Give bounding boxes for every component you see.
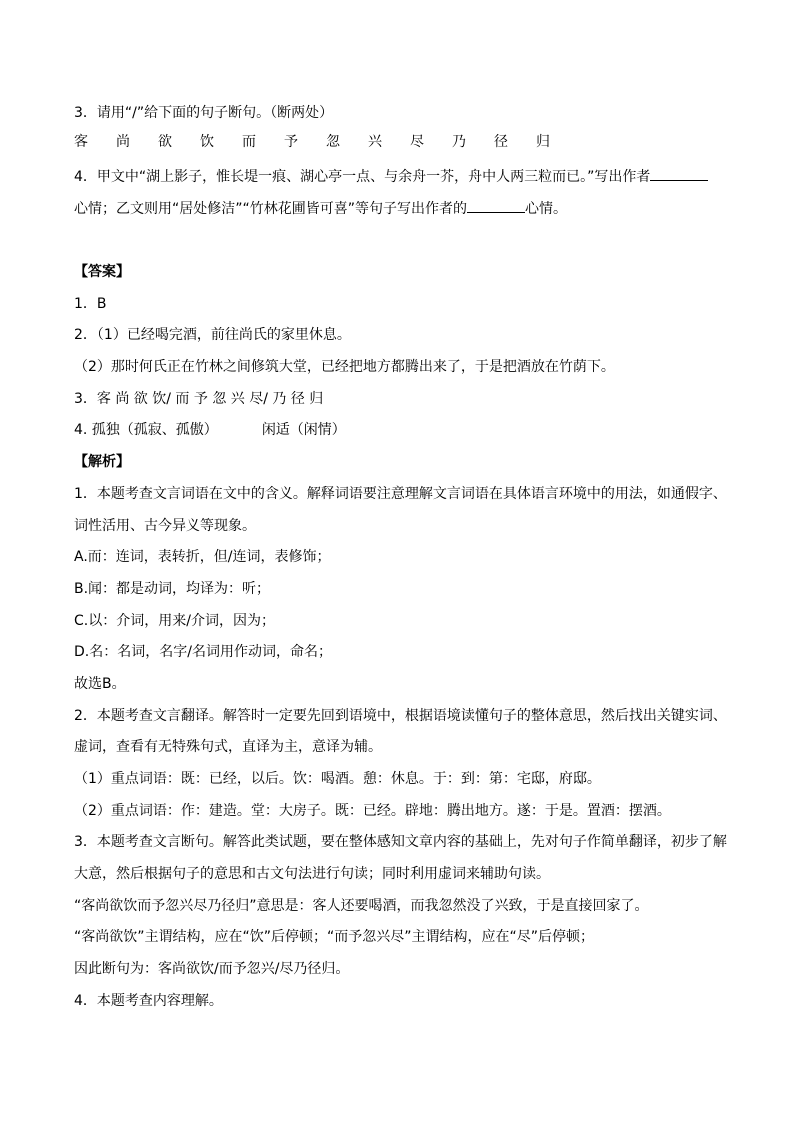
analysis-4: 4．本题考查内容理解。 <box>74 993 223 1009</box>
sentence-char: 予 <box>284 134 298 150</box>
sentence-char: 尽 <box>410 134 424 150</box>
analysis-3-line5: 因此断句为：客尚欲饮/而予忽兴/尽乃径归。 <box>74 961 350 977</box>
analysis-heading: 【解析】 <box>74 454 130 470</box>
answer-heading: 【答案】 <box>74 264 130 280</box>
sentence-char: 尚 <box>116 134 130 150</box>
sentence-char: 乃 <box>452 134 466 150</box>
analysis-1-line2: 词性活用、古今异义等现象。 <box>74 518 256 534</box>
analysis-option-a: A.而：连词，表转折，但/连词，表修饰； <box>74 549 331 565</box>
analysis-3-line2: 大意，然后根据句子的意思和古文句法进行句读；同时利用虚词来辅助句读。 <box>74 866 550 882</box>
sentence-char: 欲 <box>158 134 172 150</box>
answer-2-part2: （2）那时何氏正在竹林之间修筑大堂，已经把地方都腾出来了，于是把酒放在竹荫下。 <box>74 359 615 375</box>
analysis-2-line1: 2．本题考查文言翻译。解答时一定要先回到语境中，根据语境读懂句子的整体意思，然后找出关键实词、 <box>74 708 727 724</box>
answer-4-left: 4. 孤独（孤寂、孤傲） <box>74 422 218 438</box>
answer-4-right: 闲适（闲情） <box>261 422 346 438</box>
analysis-option-d: D.名：名词，名字/名词用作动词，命名； <box>74 644 332 660</box>
sentence-char: 饮 <box>200 134 214 150</box>
answer-blank <box>650 166 708 181</box>
analysis-choose: 故选B。 <box>74 676 126 692</box>
question-3-prompt: 3．请用“/”给下面的句子断句。（断两处） <box>74 105 334 121</box>
answer-3: 3．客 尚 欲 饮/ 而 予 忽 兴 尽/ 乃 径 归 <box>74 391 324 407</box>
answer-1: 1．B <box>74 296 107 312</box>
question-4-text: 心情；乙文则用“居处修洁”“竹林花圃皆可喜”等句子写出作者的 <box>74 201 468 217</box>
question-4-text: 心情。 <box>525 201 568 217</box>
sentence-char: 兴 <box>368 134 382 150</box>
analysis-1-line1: 1．本题考查文言词语在文中的含义。解释词语要注意理解文言词语在具体语言环境中的用法，如通假字、 <box>74 486 727 502</box>
sentence-char: 径 <box>494 134 508 150</box>
analysis-3-line1: 3．本题考查文言断句。解答此类试题，要在整体感知文章内容的基础上，先对句子作简单翻译，初步了解 <box>74 834 727 850</box>
answer-2: 2．（1）已经喝完酒，前往尚氏的家里休息。 <box>74 327 351 343</box>
analysis-3-line4: “客尚欲饮”主谓结构，应在“饮”后停顿；“而予忽兴尽”主谓结构，应在“尽”后停顿； <box>74 929 595 945</box>
question-4-text: 4．甲文中“湖上影子，惟长堤一痕、湖心亭一点、与余舟一芥，舟中人两三粒而已。”写出作者 <box>74 169 651 185</box>
sentence-char: 忽 <box>326 134 340 150</box>
analysis-option-c: C.以：介词，用来/介词，因为； <box>74 613 275 629</box>
answer-blank <box>467 198 525 213</box>
analysis-option-b: B.闻：都是动词，均译为：听； <box>74 581 271 597</box>
sentence-char: 客 <box>74 134 88 150</box>
question-4-line1 <box>74 166 734 187</box>
analysis-2-line2: 虚词，查看有无特殊句式，直译为主，意译为辅。 <box>74 739 382 755</box>
analysis-2-keywords-1: （1）重点词语：既：已经，以后。饮：喝酒。憩：休息。于：到：第：宅邸，府邸。 <box>74 771 601 787</box>
analysis-2-keywords-2: （2）重点词语：作：建造。堂：大房子。既：已经。辟地：腾出地方。遂：于是。置酒：摆酒。 <box>74 803 671 819</box>
analysis-3-line3: “客尚欲饮而予忽兴尽乃径归”意思是：客人还要喝酒，而我忽然没了兴致，于是直接回家了。 <box>74 898 649 914</box>
answer-4 <box>74 420 734 440</box>
question-3-sentence <box>74 132 554 152</box>
question-4-line2 <box>74 198 734 219</box>
sentence-char: 归 <box>536 134 550 150</box>
sentence-char: 而 <box>242 134 256 150</box>
